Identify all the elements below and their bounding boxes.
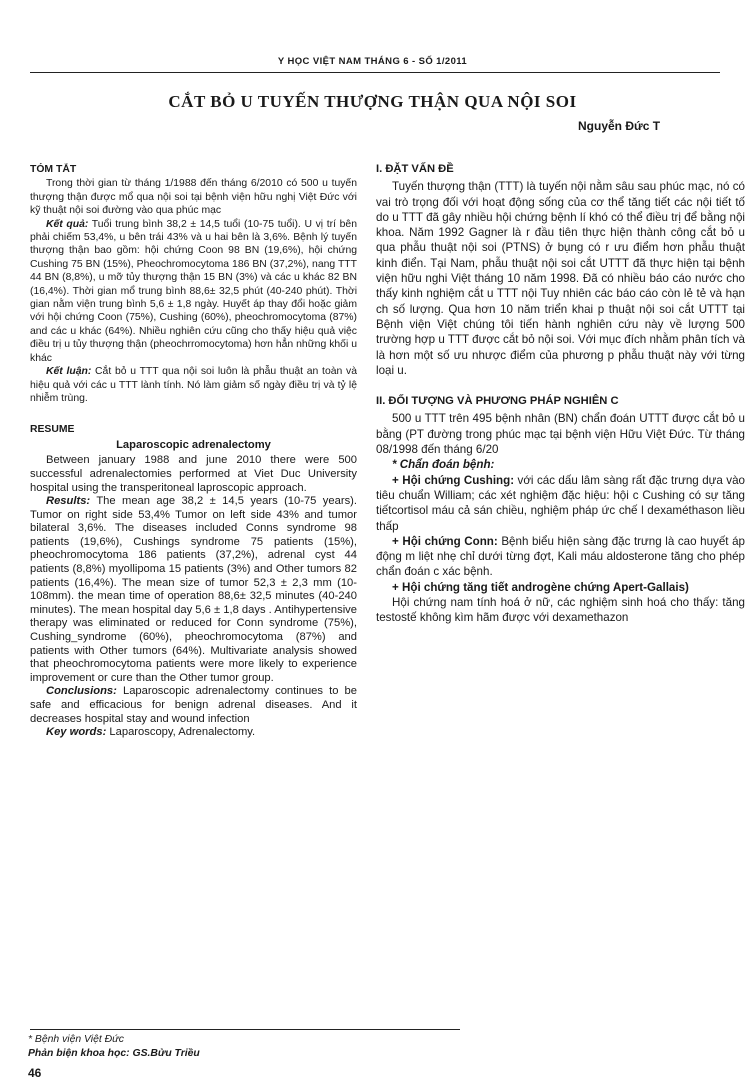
conn-paragraph <box>376 534 745 580</box>
section-2-heading: II. ĐỐI TƯỢNG VÀ PHƯƠNG PHÁP NGHIÊN C <box>376 395 619 408</box>
resume-conclusions <box>30 685 357 726</box>
right-column <box>376 162 745 626</box>
androgen-text: Hội chứng nam tính hoá ở nữ, các nghiệm sinh hoá cho thấy: tăng testostế không kìm hãm được với dexamethazon <box>376 596 745 625</box>
footnote-divider <box>30 1029 460 1030</box>
res-label: Results: <box>46 495 91 508</box>
kw-text: Laparoscopy, Adrenalectomy. <box>106 726 256 739</box>
conn-text: Bệnh biểu hiện sàng đặc trưng là cao huyết áp động m liệt nhẹ chỉ dưới từng đợt, Kali máu aldosterone tăng cho phép chẩn đoán c xác bệnh. <box>376 534 745 579</box>
androgen-label: + Hội chứng tăng tiết androgène chứng Apert-Gallais) <box>392 580 689 594</box>
keywords <box>30 726 357 740</box>
journal-header: Y HỌC VIỆT NAM THÁNG 6 - SỐ 1/2011 <box>277 56 468 67</box>
resume-intro: Between january 1988 and june 2010 there were 500 successful adrenalectomies performed at Viet Duc University hospital using the transperitoneal laproscopic approach. <box>30 454 357 494</box>
diagnosis-label: * Chẩn đoán bệnh: <box>392 458 495 472</box>
cushing-paragraph <box>376 473 745 534</box>
concl-label: Conclusions: <box>46 685 117 698</box>
conclusion-label: Kết luận: <box>46 366 92 378</box>
res-text: The mean age 38,2 ± 14,5 years (10-75 years). Tumor on right side 53,4% Tumor on left side 43% and tumor bilateral 3,6%. The diseases included Conns syndrome 98 patients (19,6%), Cushings syndrome 75 patients (15%), pheochromocytoma 186 patients (37,2%), adrenal cyst 44 patients (8,8%) myollipoma 15 patients (3%) and Other tumors 82 patients (16,4%). The mean size of tumor 52,3 ± 2,3 mm (10-108mm). the mean time of operation 88,6± 32,5 minutes (40-240 minutes). The mean hospital day 5,6 ± 1,8 days . Antihypertensive therapy was eliminated or reduced for Conn syndrome (75%), Cushing_syndrome (60%), pheochromocytoma (87%) and patients with Other tumors (64%). Multivariate analysis showed that pheochromocytoma patients were more likely to experience improvement or cure than the Other tumor group. <box>30 495 357 684</box>
resume-heading: RESUME <box>30 424 75 436</box>
cushing-text: với các dấu lâm sàng rất đặc trưng dựa vào tiêu chuẩn William; các xét nghiệm đặc hiệu: hội c Cushing có sự tăng tiếtcortisol máu cả sán chiều, nghiệm pháp ức chế l dexaméthason liều thấp <box>376 473 745 533</box>
resume-results <box>30 495 357 685</box>
summary-conclusion <box>30 365 357 405</box>
author-name: Nguyễn Đức T <box>578 119 661 133</box>
resume-title: Laparoscopic adrenalectomy <box>116 438 271 451</box>
page-number: 46 <box>28 1066 42 1080</box>
reviewer-footnote: Phản biện khoa học: GS.Bửu Triều <box>28 1048 200 1059</box>
summary-results <box>30 218 357 365</box>
results-text: Tuổi trung bình 38,2 ± 14,5 tuổi (10-75 tuổi). U vị trí bên phải chiếm 53,4%, u bên trái 43% và u hai bên là 3,6%. Bệnh lý tuyến thượng thận bao gồm: hội chứng Coon 98 BN (19,6%), hội chứng Cushing 75 BN (15%), Pheochromocytoma 186 BN (37,2%), nang TTT 44 BN (8,8%), u mỡ tủy thượng thận 15 BN (3%) và các u khác 82 BN (16,4%). Thời gian mổ trung bình 88,6± 32,5 phút (40-240 phút). Thời gian nằm viện trung bình 5,6 ± 1,8 ngày. Huyết áp thay đổi hoặc giảm với hội chứng Coon (75%), Cushing (60%), pheochromocytoma (87%) and các u khác (64%). Nhiều nghiên cứu cũng cho thấy hiệu quả việc điều trị u tủy thượng thận (pheochrromocytoma) hơn hẳn những khối u khác <box>30 218 357 364</box>
kw-label: Key words: <box>46 726 107 739</box>
article-title: CẮT BỎ U TUYẾN THƯỢNG THẬN QUA NỘI SOI <box>168 92 577 111</box>
section-1-heading: I. ĐẶT VẤN ĐỀ <box>376 163 454 175</box>
results-label: Kết quả: <box>46 218 89 230</box>
conclusion-text: Cắt bỏ u TTT qua nội soi luôn là phẫu thuật an toàn và hiệu quả với các u TTT lành tính. Nó làm giảm số ngày điều trị và tỷ lệ nhiễm trùng. <box>30 366 357 404</box>
summary-intro: Trong thời gian từ tháng 1/1988 đến tháng 6/2010 có 500 u tuyến thượng thận được mổ qua nội soi tại bệnh viện hữu nghị Việt Đức với kỹ thuật nội soi đường vào qua phúc mạc <box>30 178 357 217</box>
affiliation-footnote: * Bệnh viện Việt Đức <box>28 1034 124 1045</box>
cushing-label: + Hội chứng Cushing: <box>392 473 515 487</box>
summary-heading: TÓM TẮT <box>30 164 77 175</box>
section-1-text: Tuyến thượng thận (TTT) là tuyến nội nằm sâu sau phúc mạc, nó có vai trò trọng đối với hoạt động sống của cơ thể tăng tiết các nội tiết tố do u TTT đã gây nhiều hội chứng bệnh lí khó có thể điều trị để bằng nội khoa. Năm 1992 Gagner là r đầu tiên thực hiện thành công cắt bỏ u qua phẫu thuật nội soi (PTNS) ở bụng có r ưu điểm hơn phẫu thuật kinh điển. Tại Nam, phẫu thuật nội soi cắt UTTT đã thực hiện tại bệnh viện hữu nghi Việt tháng 10 năm 1998. Đã có nhiều báo cáo nước cho thấy kinh nghiệm cắt u TTT nội Tuy nhiên các báo cáo còn lẻ tẻ và hạn ch số lượng. Qua hơn 10 năm triển khai p thuật nội soi cắt UTTT tại Bệnh viện Việt chúng tôi tiến hành nghiên cứu này về lượng 500 trường hợp u TTT được cắt bỏ nội soi. Với mục đích nhằm phân tích và là hơn một số ưu nhược điểm của phương p phẫu thuật này với từng loại u. <box>376 180 745 377</box>
conn-label: + Hội chứng Conn: <box>392 534 498 548</box>
left-column <box>30 163 357 740</box>
concl-text: Laparoscopic adrenalectomy continues to be safe and efficacious for benign adrenal diseases. And it decreases hospital stay and wound infection <box>30 685 357 725</box>
section-2-text: 500 u TTT trên 495 bệnh nhân (BN) chẩn đoán UTTT được cắt bỏ u bằng (PT đường trong phúc mạc tại bệnh viện Hữu Việt Đức. Từ tháng 08/1998 đến tháng 6/20 <box>376 412 745 457</box>
header-divider <box>30 72 720 73</box>
